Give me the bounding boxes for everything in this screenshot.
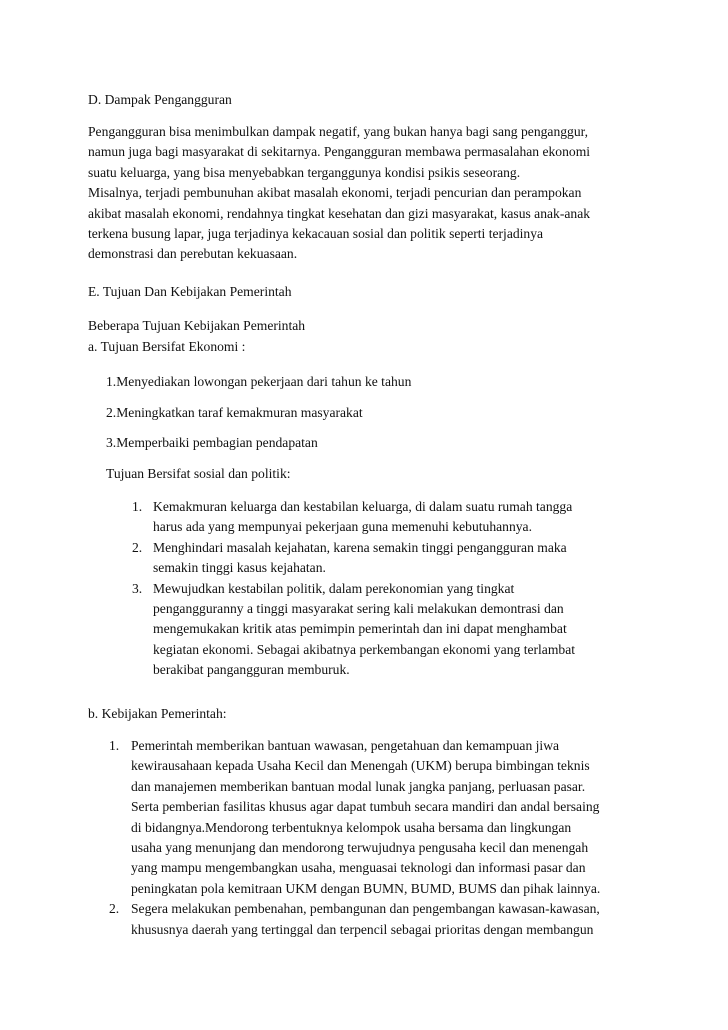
social-goal-line: kegiatan ekonomi. Sebagai akibatnya perkembangan ekonomi yang terlambat: [153, 641, 576, 657]
policy-item-line: khususnya daerah yang tertinggal dan terpencil sebagai prioritas dengan membangun: [131, 921, 594, 937]
social-goal-number: 3.: [132, 580, 143, 596]
policy-item-line: dan manajemen memberikan bantuan modal lunak jangka panjang, perluasan pasar.: [131, 778, 586, 794]
policy-item-number: 1.: [109, 738, 120, 753]
paragraph-line: akibat masalah ekonomi, rendahnya tingkat kesehatan dan gizi masyarakat, kasus anak-anak: [88, 205, 591, 221]
social-goal-number: 1.: [132, 499, 143, 514]
paragraph-line: Misalnya, terjadi pembunuhan akibat masalah ekonomi, terjadi pencurian dan perampokan: [88, 185, 582, 201]
social-goal-line: semakin tinggi kasus kejahatan.: [153, 560, 326, 576]
social-goal-line: berakibat pangangguran memburuk.: [153, 662, 350, 678]
social-goal-line: Kemakmuran keluarga dan kestabilan keluarga, di dalam suatu rumah tangga: [153, 499, 573, 514]
paragraph-line: namun juga bagi masyarakat di sekitarnya. Pengangguran membawa permasalahan ekonomi: [88, 144, 591, 160]
policy-item-line: usaha yang menunjang dan mendorong terwujudnya pengusaha kecil dan menengah: [131, 840, 589, 855]
policy-item-line: di bidangnya.Mendorong terbentuknya kelompok usaha bersama dan lingkungan: [131, 819, 572, 835]
paragraph-line: terkena busung lapar, juga terjadinya kekacauan sosial dan politik seperti terjadinya: [88, 226, 544, 241]
economic-goal-item: 3.Memperbaiki pembagian pendapatan: [106, 435, 318, 450]
policy-item-line: peningkatan pola kemitraan UKM dengan BUMN, BUMD, BUMS dan pihak lainnya.: [131, 880, 601, 896]
social-goal-line: Mewujudkan kestabilan politik, dalam perekonomian yang tingkat: [153, 580, 515, 596]
part-b-label: b. Kebijakan Pemerintah:: [88, 706, 227, 721]
policy-item-number: 2.: [109, 901, 120, 917]
policy-item-line: yang mampu mengembangkan usaha, menguasai teknologi dan informasi pasar dan: [131, 860, 586, 876]
social-goals-label: Tujuan Bersifat sosial dan politik:: [106, 466, 291, 481]
policy-item-line: Segera melakukan pembenahan, pembangunan dan pengembangan kawasan-kawasan,: [131, 901, 600, 917]
paragraph-line: suatu keluarga, yang bisa menyebabkan terganggunya kondisi psikis seseorang.: [88, 164, 521, 180]
section-e-subheading: Beberapa Tujuan Kebijakan Pemerintah: [88, 318, 306, 333]
economic-goal-item: 1.Menyediakan lowongan pekerjaan dari tahun ke tahun: [106, 374, 412, 389]
policy-item-line: Pemerintah memberikan bantuan wawasan, pengetahuan dan kemampuan jiwa: [131, 738, 560, 753]
social-goal-line: harus ada yang mempunyai pekerjaan guna memenuhi kebutuhannya.: [153, 519, 532, 535]
social-goal-line: pengangguranny a tinggi masyarakat sering kali melakukan demontrasi dan: [153, 601, 564, 616]
economic-goal-item: 2.Meningkatkan taraf kemakmuran masyarakat: [106, 404, 363, 420]
paragraph-line: demonstrasi dan perebutan kekuasaan.: [88, 246, 298, 262]
policy-item-line: kewirausahaan kepada Usaha Kecil dan Menengah (UKM) berupa bimbingan teknis: [131, 758, 590, 774]
paragraph-line: Pengangguran bisa menimbulkan dampak negatif, yang bukan hanya bagi sang penganggur,: [88, 124, 589, 139]
part-a-label: a. Tujuan Bersifat Ekonomi :: [88, 339, 246, 354]
section-d-heading: D. Dampak Pengangguran: [88, 92, 232, 107]
social-goal-line: Menghindari masalah kejahatan, karena semakin tinggi pengangguran maka: [153, 539, 567, 555]
section-e-heading: E. Tujuan Dan Kebijakan Pemerintah: [88, 284, 292, 299]
policy-item-line: Serta pemberian fasilitas khusus agar dapat tumbuh secara mandiri dan andal bersaing: [131, 799, 600, 815]
social-goal-number: 2.: [132, 539, 143, 555]
social-goal-line: mengemukakan kritik atas pemimpin pemerintah dan ini dapat menghambat: [153, 621, 567, 637]
